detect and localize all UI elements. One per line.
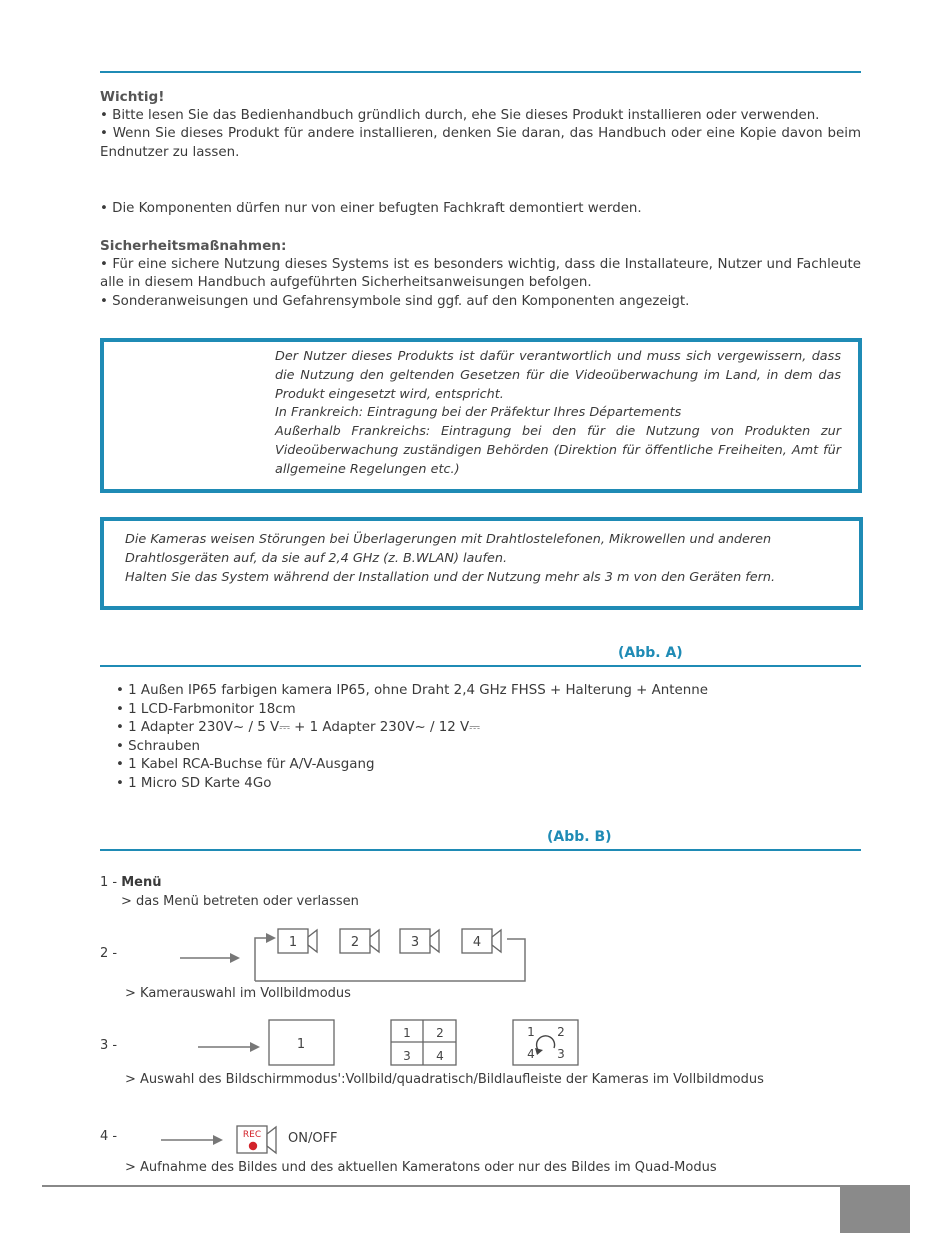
list-item: • Schrauben — [116, 738, 200, 754]
step-2-description: > Kamerauswahl im Vollbildmodus — [125, 986, 351, 1001]
figure-b-rule — [100, 849, 861, 851]
important-section — [100, 88, 861, 162]
svg-text:2: 2 — [436, 1026, 444, 1040]
interference-p2: Halten Sie das System während der Installation und der Nutzung mehr als 3 m von den Geräten fern. — [125, 569, 776, 585]
cycle-mode-icon — [513, 1020, 578, 1065]
legal-notice-p3: Außerhalb Frankreichs: Eintragung bei den für die Nutzung von Produkten zur Videoüberwachung zuständigen Behörden (Direktion für öffentliche Freiheiten, Amt für allgemeine Regelungen etc.) — [275, 424, 841, 477]
legal-notice-box — [100, 338, 862, 493]
svg-text:3: 3 — [557, 1047, 565, 1061]
safety-line-2: • Sonderanweisungen und Gefahrensymbole sind ggf. auf den Komponenten angezeigt. — [100, 293, 690, 309]
step-1-title: Menü — [121, 875, 162, 890]
top-rule — [100, 71, 861, 73]
interference-p1: Die Kameras weisen Störungen bei Überlagerungen mit Drahtlostelefonen, Mikrowellen und anderen Drahtlosgeräten auf, da sie auf 2,4 GHz (z. B.WLAN) laufen. — [125, 532, 772, 566]
important-line-2: • Wenn Sie dieses Produkt für andere installieren, denken Sie daran, das Handbuch oder eine Kopie davon beim Endnutzer zu lassen. — [100, 126, 861, 160]
step-1-description: > das Menü betreten oder verlassen — [121, 894, 359, 909]
arrow-right-icon — [250, 1042, 260, 1052]
step-3-number: 3 - — [100, 1038, 118, 1053]
svg-text:1: 1 — [527, 1025, 535, 1039]
figure-a-label: (Abb. A) — [618, 645, 683, 661]
svg-text:REC: REC — [242, 1130, 262, 1140]
svg-text:1: 1 — [296, 1037, 306, 1052]
important-line-1: • Bitte lesen Sie das Bedienhandbuch gründlich durch, ehe Sie dieses Produkt installieren oder verwenden. — [100, 107, 820, 123]
svg-text:4: 4 — [472, 935, 482, 950]
step-4-number: 4 - — [100, 1129, 118, 1144]
svg-text:2: 2 — [350, 935, 360, 950]
arrow-right-icon — [213, 1135, 223, 1145]
legal-notice-p2: In Frankreich: Eintragung bei der Präfektur Ihres Départements — [275, 405, 682, 421]
list-item: • 1 Kabel RCA-Buchse für A/V-Ausgang — [116, 757, 375, 773]
camera-cycle-diagram — [170, 925, 540, 985]
camera-4-icon — [462, 929, 501, 953]
svg-text:3: 3 — [410, 935, 420, 950]
record-on-off-label: ON/OFF — [288, 1131, 338, 1146]
step-4-description: > Aufnahme des Bildes und des aktuellen Kameratons oder nur des Bildes im Quad-Modus — [125, 1160, 717, 1175]
record-diagram — [155, 1122, 290, 1158]
safety-line-1: • Für eine sichere Nutzung dieses Systems ist es besonders wichtig, dass die Installateure, Nutzer und Fachleute alle in diesem Handbuch aufgeführten Sicherheitsanweisungen befolgen. — [100, 256, 861, 290]
quad-mode-icon — [391, 1020, 456, 1065]
figure-a-rule — [100, 665, 861, 667]
list-item: • 1 Adapter 230V~ / 5 V⎓ + 1 Adapter 230V~ / 12 V⎓ — [116, 720, 480, 736]
step-1-number: 1 - — [100, 875, 122, 890]
record-camera-icon — [237, 1126, 276, 1153]
camera-2-icon — [340, 929, 379, 953]
page-number-tab — [840, 1185, 910, 1233]
svg-text:2: 2 — [557, 1025, 565, 1039]
package-contents-list — [116, 682, 708, 794]
figure-b-label: (Abb. B) — [547, 829, 612, 845]
safety-section — [100, 237, 861, 311]
important-line-3: • Die Komponenten dürfen nur von einer befugten Fachkraft demontiert werden. — [100, 201, 642, 216]
svg-text:3: 3 — [403, 1049, 411, 1063]
interference-warning-box — [100, 517, 863, 610]
svg-text:4: 4 — [436, 1049, 444, 1063]
step-1 — [100, 875, 162, 890]
arrow-right-icon — [230, 953, 240, 963]
safety-title: Sicherheitsmaßnahmen: — [100, 238, 287, 254]
svg-text:1: 1 — [288, 935, 298, 950]
important-title: Wichtig! — [100, 89, 165, 105]
display-mode-diagram — [190, 1015, 590, 1070]
camera-1-icon — [278, 929, 317, 953]
fullscreen-mode-icon — [269, 1020, 334, 1065]
arrow-right-icon — [266, 933, 276, 943]
svg-text:1: 1 — [403, 1026, 411, 1040]
step-2-number: 2 - — [100, 946, 118, 961]
svg-text:4: 4 — [527, 1047, 535, 1061]
list-item: • 1 LCD-Farbmonitor 18cm — [116, 701, 296, 717]
legal-notice-p1: Der Nutzer dieses Produkts ist dafür verantwortlich und muss sich vergewissern, dass die Nutzung den geltenden Gesetzen für die Videoüberwachung im Land, in dem das Produkt eingesetzt wird, entspricht. — [275, 349, 841, 402]
camera-3-icon — [400, 929, 439, 953]
footer-rule — [42, 1185, 842, 1187]
step-3-description: > Auswahl des Bildschirmmodus':Vollbild/quadratisch/Bildlaufleiste der Kameras im Vollbildmodus — [125, 1072, 764, 1087]
list-item: • 1 Micro SD Karte 4Go — [116, 775, 272, 791]
list-item: • 1 Außen IP65 farbigen kamera IP65, ohne Draht 2,4 GHz FHSS + Halterung + Antenne — [116, 683, 708, 698]
